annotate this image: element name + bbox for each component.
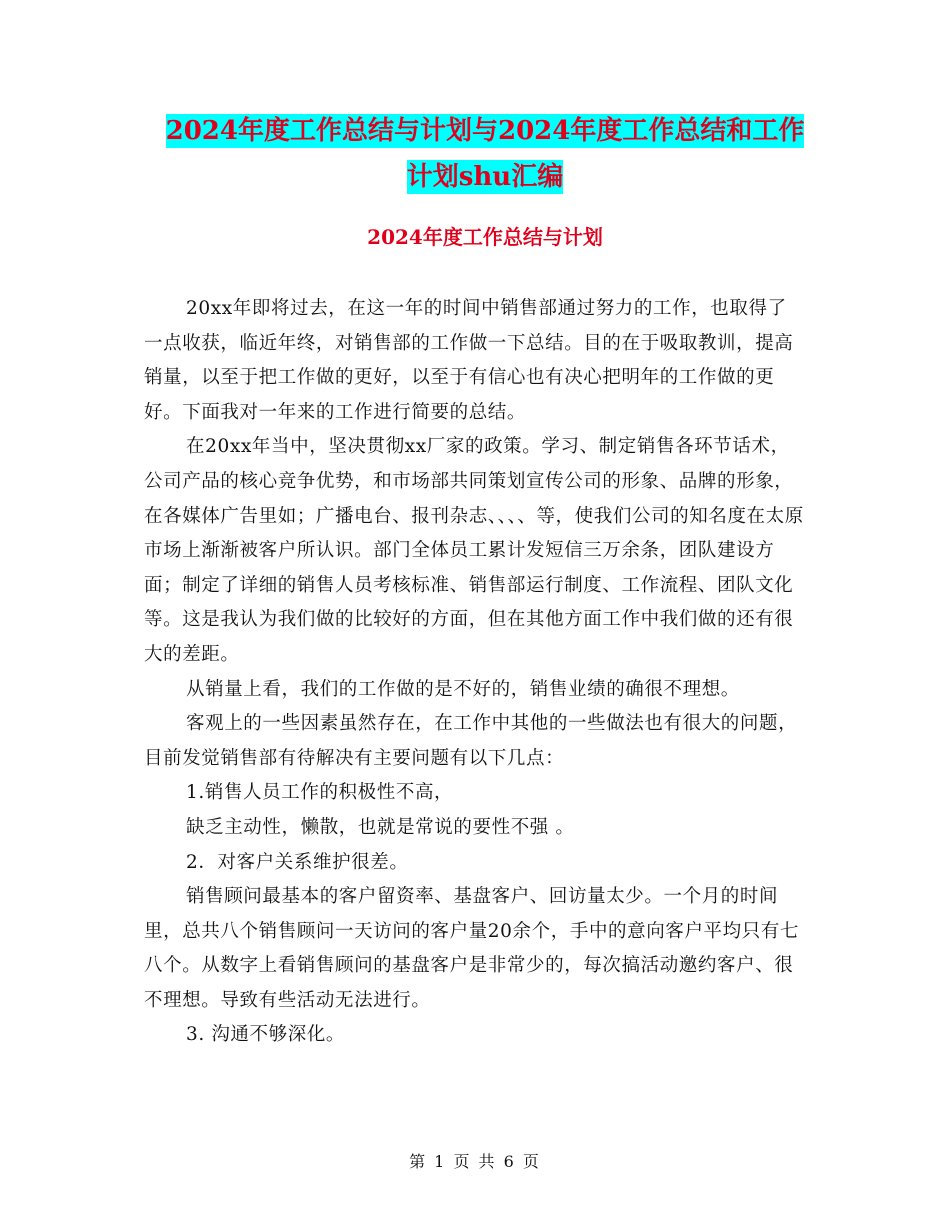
paragraph: 从销量上看，我们的工作做的是不好的，销售业绩的确很不理想。 xyxy=(186,678,740,700)
document-title-line2: 计划shu汇编 xyxy=(406,162,564,192)
document-title xyxy=(140,108,830,200)
page-footer: 第 1 页 共 6 页 xyxy=(409,1152,541,1171)
paragraph: 销售顾问最基本的客户留资率、基盘客户、回访量太少。一个月的时间里，总共八个销售顾问一天访问的客户量20余个，手中的意向客户平均只有七八个。从数字上看销售顾问的基盘客户是非常少的，每次搞活动邀约客户、很不理想。导致有些活动无法进行。 xyxy=(144,886,800,1011)
section-title: 2024年度工作总结与计划 xyxy=(367,225,603,249)
list-item: 3. 沟通不够深化。 xyxy=(186,1024,346,1046)
list-item: 1.销售人员工作的积极性不高， xyxy=(186,782,454,804)
paragraph: 缺乏主动性，懒散，也就是常说的要性不强 。 xyxy=(186,816,575,838)
document-body xyxy=(144,292,804,1053)
paragraph: 在20xx年当中，坚决贯彻xx厂家的政策。学习、制定销售各环节话术，公司产品的核心竞争优势，和市场部共同策划宣传公司的形象、品牌的形象，在各媒体广告里如；广播电台、报刊杂志、、、、等，使我们公司的知名度在太原市场上渐渐被客户所认识。部门全体员工累计发短信三万余条，团队建设方面；制定了详细的销售人员考核标准、销售部运行制度、工作流程、团队文化等。这是我认为我们做的比较好的方面，但在其他方面工作中我们做的还有很大的差距。 xyxy=(144,436,804,665)
document-title-line1: 2024年度工作总结与计划与2024年度工作总结和工作 xyxy=(165,116,805,146)
paragraph: 20xx年即将过去，在这一年的时间中销售部通过努力的工作，也取得了一点收获，临近年终，对销售部的工作做一下总结。目的在于吸取教训，提高销量，以至于把工作做的更好，以至于有信心也有决心把明年的工作做的更好。下面我对一年来的工作进行简要的总结。 xyxy=(144,298,794,423)
paragraph: 客观上的一些因素虽然存在，在工作中其他的一些做法也有很大的问题，目前发觉销售部有待解决有主要问题有以下几点： xyxy=(144,713,798,769)
list-item: 2．对客户关系维护很差。 xyxy=(186,851,409,873)
